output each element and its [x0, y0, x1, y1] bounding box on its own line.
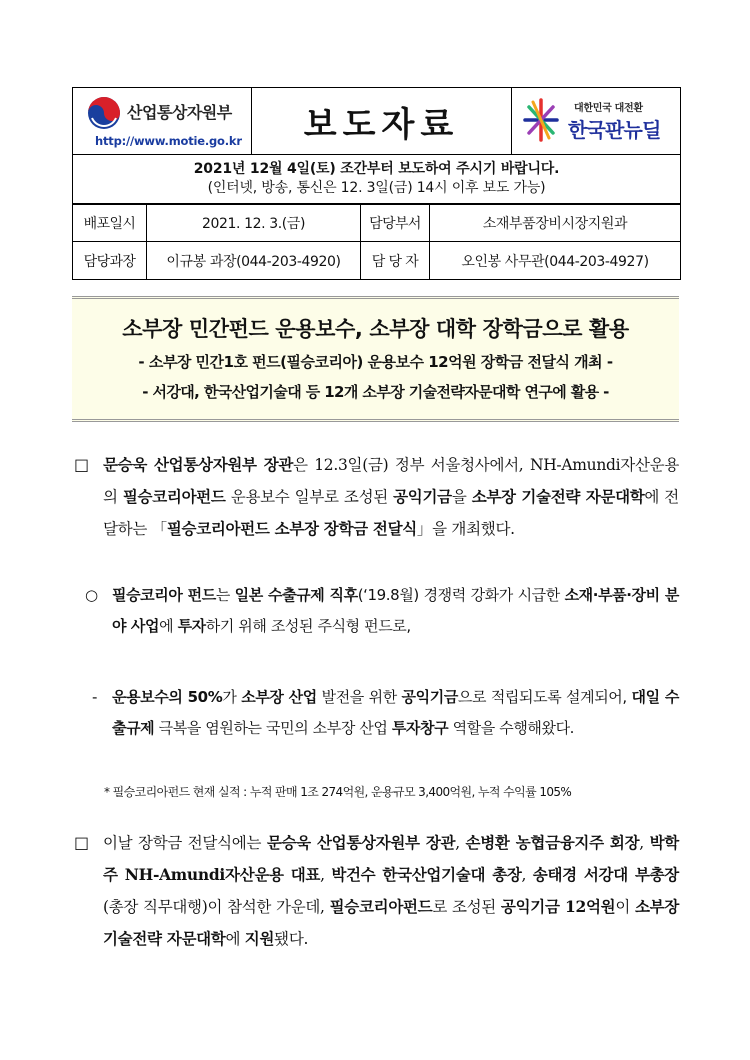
bold-text: 소부장 기술전략 자문대학 — [471, 487, 645, 506]
bold-text: 투자창구 — [391, 719, 449, 737]
release-date: 2021. 12. 3.(금) — [147, 204, 361, 242]
ministry-name: 산업통상자원부 — [127, 103, 232, 122]
bold-text: 손병환 농협금융지주 회장 — [465, 833, 640, 852]
bold-text: 소부장 산업 — [241, 688, 317, 706]
bold-text: 투자 — [177, 617, 206, 635]
bold-text: 운용보수의 50% — [112, 688, 223, 706]
text: , — [639, 834, 650, 852]
text: 하기 위해 조성된 주식형 펀드로, — [205, 617, 411, 635]
manager: 이규봉 과장(044-203-4920) — [147, 242, 361, 280]
text: 운용보수 일부로 조성된 — [225, 488, 394, 506]
text: 로 조성된 — [432, 898, 501, 916]
paragraph-4 — [103, 827, 679, 955]
text: 극복을 염원하는 국민의 소부장 산업 — [154, 719, 392, 737]
headline-box — [72, 296, 679, 422]
square-bullet: □ — [74, 455, 90, 474]
text: 은 12.3일(금) 정부 서울청사에서, NH-Amundi자산운용의 — [103, 456, 679, 506]
text: 발전을 위한 — [316, 688, 402, 706]
embargo-main: 2021년 12월 4일(토) 조간부터 보도하여 주시기 바랍니다. — [193, 161, 560, 177]
newdeal-subtitle: 대한민국 대전환 — [574, 103, 643, 114]
headline-main: 소부장 민간펀드 운용보수, 소부장 대학 장학금으로 활용 — [122, 317, 629, 341]
text: 가 — [222, 688, 242, 706]
manager-label: 담당과장 — [73, 242, 147, 280]
staff-label: 담 당 자 — [361, 242, 430, 280]
bold-text: 소부장 기술전략 자문대학 — [103, 897, 679, 948]
bold-text: 박건수 한국산업기술대 총장 — [331, 865, 522, 884]
text: 에 — [159, 617, 178, 635]
embargo-notice — [73, 155, 681, 205]
dept: 소재부품장비시장지원과 — [430, 204, 681, 242]
ministry-logo-cell — [73, 88, 252, 155]
bold-text: 소재·부품·장비 분야 사업 — [112, 586, 679, 635]
staff: 오인봉 사무관(044-203-4927) — [430, 242, 681, 280]
bold-text: 박학주 NH-Amundi자산운용 대표 — [103, 833, 679, 884]
doc-title: 보도자료 — [252, 88, 512, 155]
header-table — [72, 87, 681, 205]
text: 는 — [215, 586, 235, 604]
bold-text: 공익기금 12억원 — [500, 897, 616, 916]
newdeal-logo-cell — [512, 88, 681, 155]
headline-sub-1: - 소부장 민간1호 펀드(필승코리아) 운용보수 12억원 장학금 전달식 개최 - — [138, 353, 613, 371]
info-table — [72, 203, 681, 280]
text: 이날 장학금 전달식에는 — [103, 834, 267, 852]
text: 이 — [615, 898, 635, 916]
bold-text: 공익기금 — [393, 487, 452, 506]
embargo-sub: (인터넷, 방송, 통신은 12. 3일(금) 14시 이후 보도 가능) — [207, 180, 546, 196]
release-date-label: 배포일시 — [73, 204, 147, 242]
newdeal-star-icon — [522, 98, 560, 142]
square-bullet: □ — [74, 833, 90, 852]
text: 에 — [225, 930, 245, 948]
bold-text: 필승코리아 펀드 — [112, 586, 216, 604]
dash-bullet: - — [92, 688, 98, 706]
bold-text: 문승욱 산업통상자원부 장관 — [266, 833, 456, 852]
taegeuk-emblem-icon — [87, 96, 121, 130]
text: , — [455, 834, 466, 852]
bold-text: 일본 수출규제 직후 — [234, 586, 358, 604]
bold-text: 송태경 서강대 부총장 — [532, 865, 679, 884]
text: (총장 직무대행)이 참석한 가운데, — [103, 898, 330, 916]
headline-sub-2: - 서강대, 한국산업기술대 등 12개 소부장 기술전략자문대학 연구에 활용 - — [142, 383, 609, 401]
paragraph-1 — [103, 449, 679, 545]
bold-text: 공익기금 — [401, 688, 458, 706]
paragraph-2 — [112, 580, 679, 642]
text: 역할을 수행해왔다. — [448, 719, 575, 737]
bold-text: 필승코리아펀드 — [329, 897, 433, 916]
bold-text: 지원 — [244, 929, 275, 948]
dept-label: 담당부서 — [361, 204, 430, 242]
text: 」을 개최했다. — [416, 520, 515, 538]
text: , — [320, 866, 332, 884]
newdeal-title: 한국판뉴딜 — [568, 118, 661, 142]
text: (‘19.8월) 경쟁력 강화가 시급한 — [357, 586, 565, 604]
bold-text: 필승코리아펀드 — [122, 487, 226, 506]
text: 에 전달하는 「 — [103, 488, 679, 538]
text: , — [521, 866, 533, 884]
text: 으로 적립되도록 설계되어, — [457, 688, 632, 706]
ministry-url-link[interactable]: http://www.motie.go.kr — [95, 134, 242, 148]
bold-text: 대일 수출규제 — [112, 688, 679, 737]
paragraph-3 — [112, 682, 679, 744]
bold-text: 문승욱 산업통상자원부 장관 — [103, 455, 294, 474]
text: 됐다. — [274, 930, 309, 948]
text: 을 — [451, 488, 472, 506]
circle-bullet: ○ — [85, 586, 99, 604]
bold-text: 필승코리아펀드 소부장 장학금 전달식 — [166, 519, 417, 538]
footnote: * 필승코리아펀드 현재 실적 : 누적 판매 1조 274억원, 운용규모 3,400억원, 누적 수익률 105% — [104, 785, 572, 799]
